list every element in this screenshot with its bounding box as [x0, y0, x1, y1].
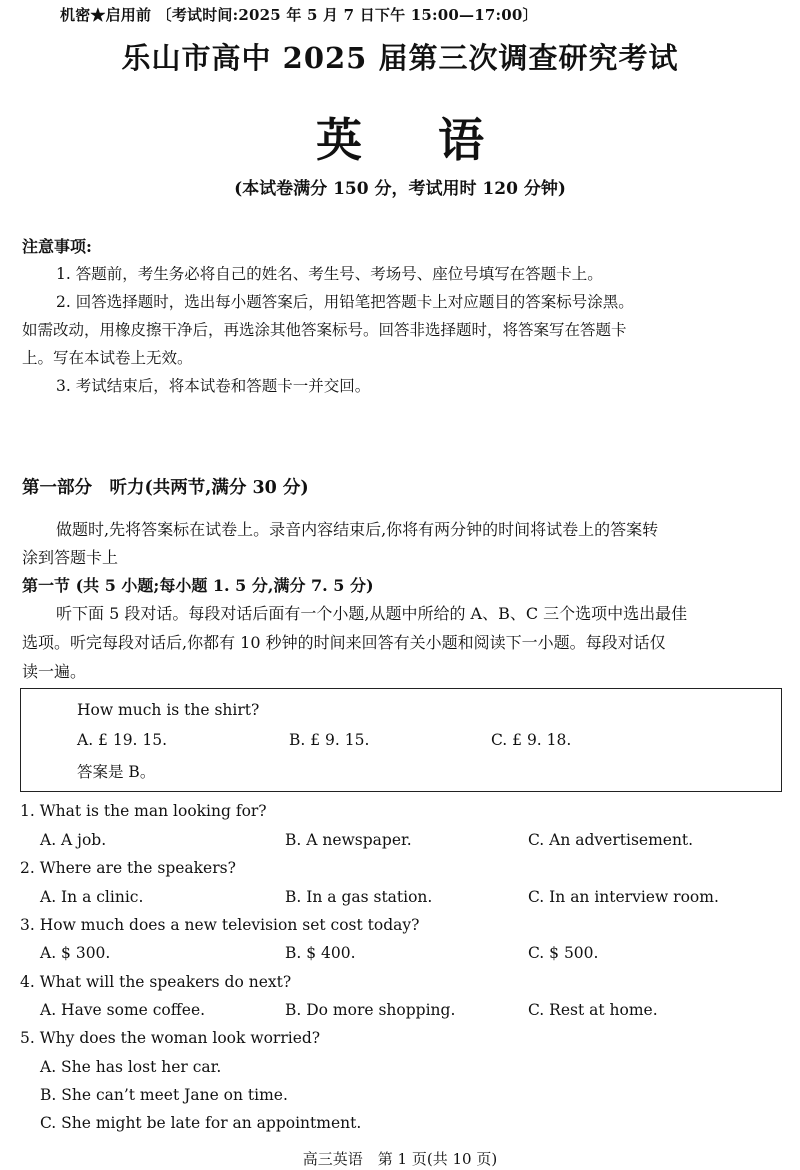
- question-1-option-a: A. A job.: [40, 831, 107, 849]
- part-intro-line-1: 做题时,先将答案标在试卷上。录音内容结束后,你将有两分钟的时间将试卷上的答案转: [56, 520, 659, 539]
- notice-heading: 注意事项:: [22, 237, 92, 256]
- question-3-stem: 3. How much does a new television set cost today?: [20, 916, 420, 934]
- score-note: (本试卷满分 150 分，考试用时 120 分钟): [234, 179, 566, 199]
- notice-item-2-end: 上。写在本试卷上无效。: [22, 349, 193, 367]
- example-option-c: C. £ 9. 18.: [491, 731, 572, 749]
- question-5-option-a: A. She has lost her car.: [40, 1058, 222, 1076]
- example-option-a: A. £ 19. 15.: [77, 731, 168, 749]
- notice-item-1: 1. 答题前，考生务必将自己的姓名、考生号、考场号、座位号填写在答题卡上。: [56, 265, 603, 283]
- section-instruction-line-2: 选项。听完每段对话后,你都有 10 秒钟的时间来回答有关小题和阅读下一小题。每段对话仅: [22, 633, 666, 652]
- question-5-option-c: C. She might be late for an appointment.: [40, 1114, 362, 1132]
- page-footer: 高三英语 第 1 页(共 10 页): [302, 1150, 498, 1168]
- question-3-option-a: A. $ 300.: [40, 944, 111, 962]
- question-5-option-b: B. She can’t meet Jane on time.: [40, 1086, 288, 1104]
- question-1-option-c: C. An advertisement.: [528, 831, 694, 849]
- question-3-option-b: B. $ 400.: [285, 944, 356, 962]
- notice-item-2: 2. 回答选择题时，选出每小题答案后，用铅笔把答题卡上对应题目的答案标号涂黑。: [56, 293, 634, 311]
- part-intro-line-2: 涂到答题卡上: [22, 548, 119, 567]
- exam-title: 乐山市高中 2025 届第三次调查研究考试: [121, 41, 679, 75]
- section-instruction-line-1: 听下面 5 段对话。每段对话后面有一个小题,从题中所给的 A、B、C 三个选项中选出最佳: [56, 604, 688, 623]
- question-1-option-b: B. A newspaper.: [285, 831, 412, 849]
- example-option-b: B. £ 9. 15.: [289, 731, 370, 749]
- question-4-option-b: B. Do more shopping.: [285, 1001, 456, 1019]
- subject-title: 英 语: [315, 113, 514, 167]
- question-2-stem: 2. Where are the speakers?: [20, 859, 236, 877]
- question-2-option-b: B. In a gas station.: [285, 888, 433, 906]
- question-5-stem: 5. Why does the woman look worried?: [20, 1029, 321, 1047]
- question-2-option-c: C. In an interview room.: [528, 888, 719, 906]
- example-box: [20, 688, 782, 792]
- notice-item-2-cont: 如需改动，用橡皮擦干净后，再选涂其他答案标号。回答非选择题时，将答案写在答题卡: [22, 321, 627, 339]
- confidential-note: 机密★启用前 〔考试时间:2025 年 5 月 7 日下午 15:00—17:00〕: [60, 6, 538, 24]
- notice-item-3: 3. 考试结束后，将本试卷和答题卡一并交回。: [56, 377, 371, 395]
- question-4-option-a: A. Have some coffee.: [40, 1001, 206, 1019]
- section-instruction-line-3: 读一遍。: [22, 662, 87, 681]
- question-4-option-c: C. Rest at home.: [528, 1001, 658, 1019]
- example-answer: 答案是 B。: [77, 763, 156, 781]
- question-1-stem: 1. What is the man looking for?: [20, 802, 267, 820]
- example-question: How much is the shirt?: [77, 701, 260, 719]
- question-4-stem: 4. What will the speakers do next?: [20, 973, 292, 991]
- part-one-heading: 第一部分 听力(共两节,满分 30 分): [22, 478, 309, 498]
- question-3-option-c: C. $ 500.: [528, 944, 599, 962]
- question-2-option-a: A. In a clinic.: [40, 888, 144, 906]
- section-one-heading: 第一节 (共 5 小题;每小题 1. 5 分,满分 7. 5 分): [22, 576, 374, 595]
